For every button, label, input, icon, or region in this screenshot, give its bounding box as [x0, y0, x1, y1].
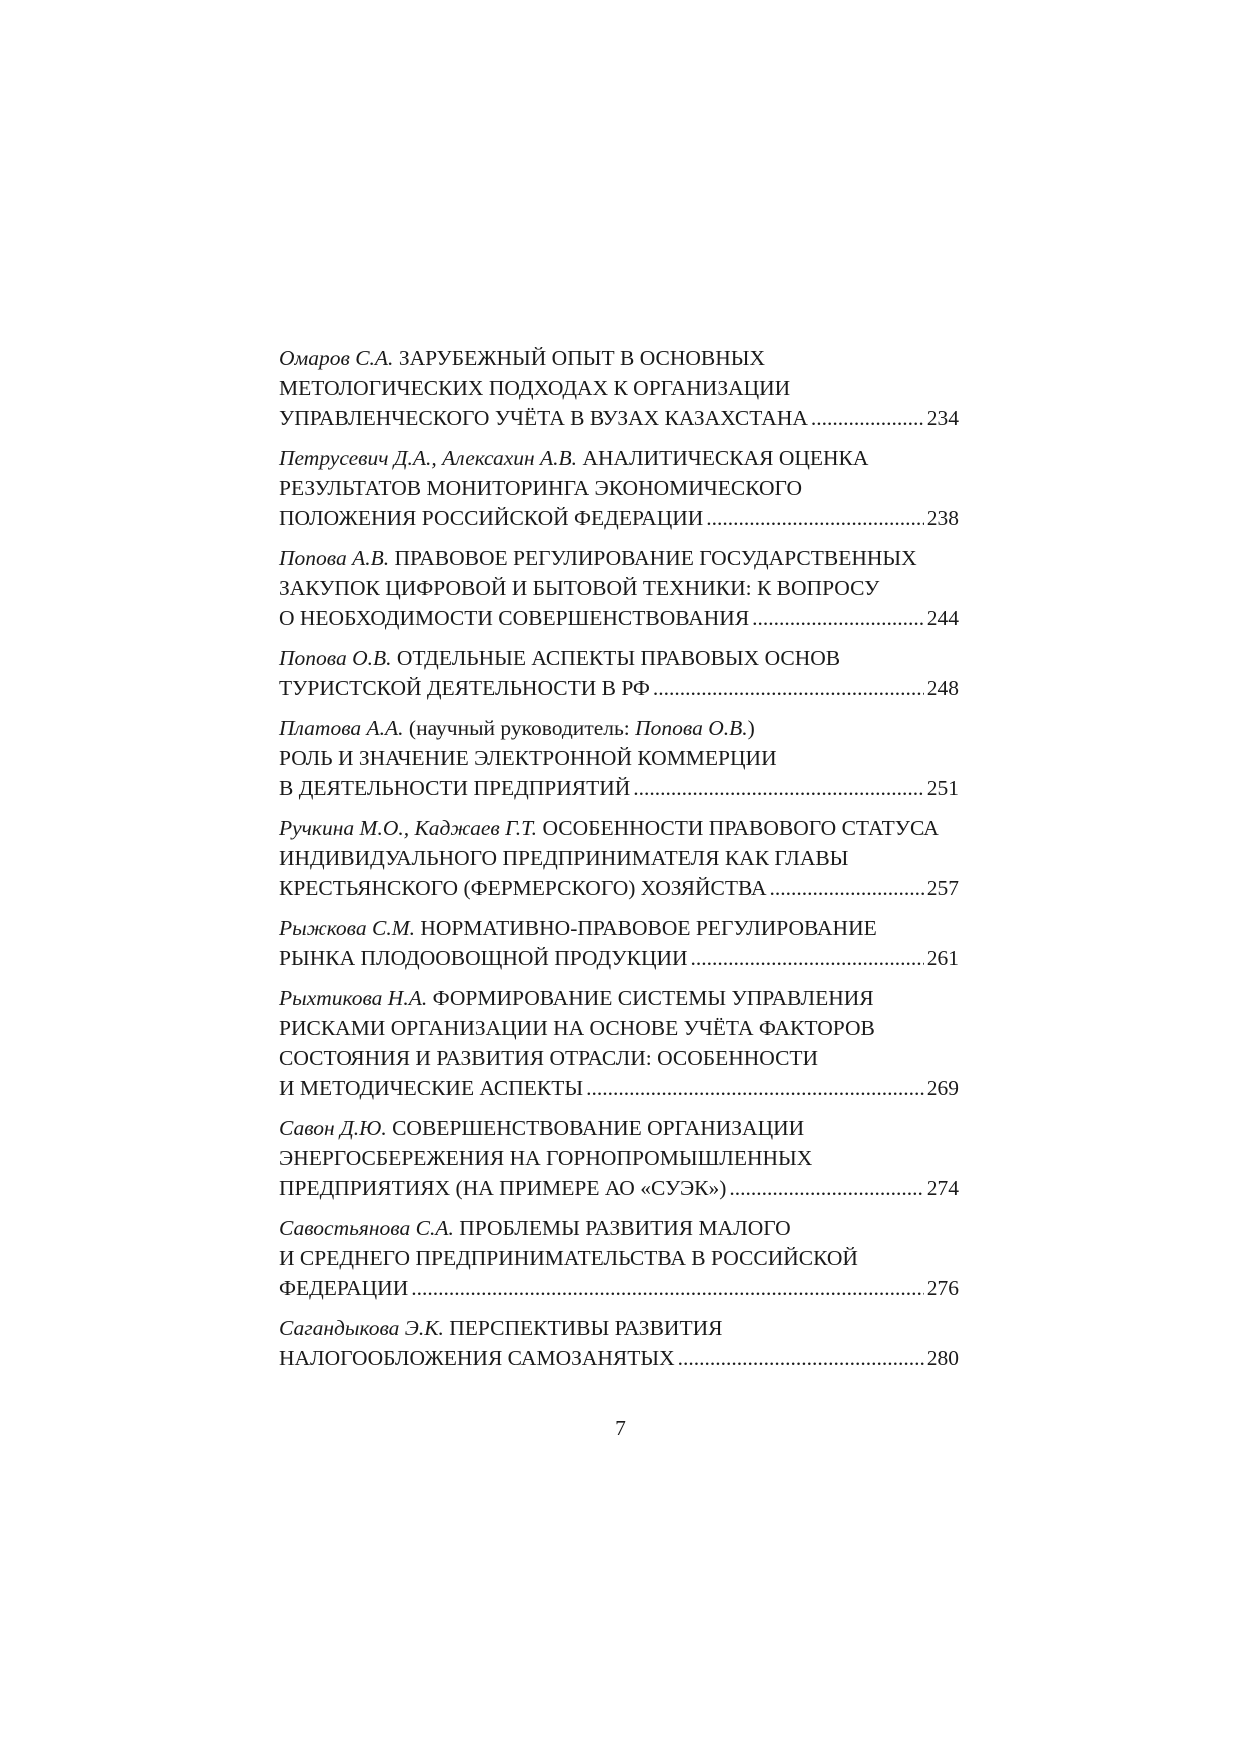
toc-title-text: УПРАВЛЕНЧЕСКОГО УЧЁТА В ВУЗАХ КАЗАХСТАНА	[279, 406, 808, 430]
toc-last-line	[279, 603, 959, 633]
toc-author: Ручкина М.О., Каджаев Г.Т.	[279, 816, 538, 840]
toc-title-text: РЫНКА ПЛОДООВОЩНОЙ ПРОДУКЦИИ	[279, 946, 688, 970]
toc-entry	[279, 913, 959, 973]
toc-author: Омаров С.А.	[279, 346, 394, 370]
toc-last-line	[279, 503, 959, 533]
table-of-contents	[279, 343, 959, 1383]
toc-title-text: ПРОБЛЕМЫ РАЗВИТИЯ МАЛОГО	[459, 1216, 791, 1240]
dot-leader	[586, 1073, 924, 1103]
toc-page-number: 276	[926, 1276, 959, 1300]
page-number: 7	[615, 1416, 626, 1440]
toc-entry-line	[279, 813, 959, 843]
dot-leader	[811, 403, 924, 433]
supervisor-prefix: (научный руководитель:	[408, 716, 636, 740]
toc-title-text: ОСОБЕННОСТИ ПРАВОВОГО СТАТУСА	[542, 816, 939, 840]
toc-title-text: ФЕДЕРАЦИИ	[279, 1276, 409, 1300]
toc-entry	[279, 1113, 959, 1203]
dot-leader	[411, 1273, 924, 1303]
toc-title-text: О НЕОБХОДИМОСТИ СОВЕРШЕНСТВОВАНИЯ	[279, 606, 750, 630]
toc-last-line	[279, 1273, 959, 1303]
toc-last-line	[279, 1343, 959, 1373]
toc-title-line: РИСКАМИ ОРГАНИЗАЦИИ НА ОСНОВЕ УЧЁТА ФАКТОРОВ	[279, 1016, 875, 1040]
toc-entry-line	[279, 713, 959, 743]
toc-entry-line	[279, 543, 959, 573]
toc-entry	[279, 543, 959, 633]
toc-page-number: 238	[926, 506, 959, 530]
toc-page-number: 261	[926, 946, 959, 970]
toc-title-line: МЕТОЛОГИЧЕСКИХ ПОДХОДАХ К ОРГАНИЗАЦИИ	[279, 376, 791, 400]
toc-entry	[279, 813, 959, 903]
toc-title-line: ЗАКУПОК ЦИФРОВОЙ И БЫТОВОЙ ТЕХНИКИ: К ВОПРОСУ	[279, 576, 880, 600]
toc-entry-line	[279, 1313, 959, 1343]
dot-leader	[678, 1343, 924, 1373]
toc-title-text: ПРАВОВОЕ РЕГУЛИРОВАНИЕ ГОСУДАРСТВЕННЫХ	[394, 546, 917, 570]
toc-page-number: 251	[926, 776, 959, 800]
toc-entry	[279, 343, 959, 433]
toc-author: Рыжкова С.М.	[279, 916, 415, 940]
toc-entry	[279, 713, 959, 803]
toc-title-text: НАЛОГООБЛОЖЕНИЯ САМОЗАНЯТЫХ	[279, 1346, 675, 1370]
toc-page-number: 280	[926, 1346, 959, 1370]
toc-title-text: ФОРМИРОВАНИЕ СИСТЕМЫ УПРАВЛЕНИЯ	[432, 986, 874, 1010]
toc-page-number: 244	[926, 606, 959, 630]
toc-title-line: ИНДИВИДУАЛЬНОГО ПРЕДПРИНИМАТЕЛЯ КАК ГЛАВЫ	[279, 846, 849, 870]
dot-leader	[633, 773, 923, 803]
toc-page-number: 248	[926, 676, 959, 700]
toc-last-line	[279, 943, 959, 973]
toc-title-text: ПОЛОЖЕНИЯ РОССИЙСКОЙ ФЕДЕРАЦИИ	[279, 506, 704, 530]
dot-leader	[770, 873, 924, 903]
supervisor-suffix: )	[747, 716, 755, 740]
toc-title-text: НОРМАТИВНО-ПРАВОВОЕ РЕГУЛИРОВАНИЕ	[420, 916, 877, 940]
toc-title-line: ЭНЕРГОСБЕРЕЖЕНИЯ НА ГОРНОПРОМЫШЛЕННЫХ	[279, 1146, 813, 1170]
toc-title-text: ПРЕДПРИЯТИЯХ (НА ПРИМЕРЕ АО «СУЭК»)	[279, 1176, 727, 1200]
dot-leader	[653, 673, 924, 703]
toc-page-number: 274	[926, 1176, 959, 1200]
toc-title-text: ОТДЕЛЬНЫЕ АСПЕКТЫ ПРАВОВЫХ ОСНОВ	[396, 646, 841, 670]
toc-page-number: 257	[926, 876, 959, 900]
toc-entry	[279, 643, 959, 703]
toc-entry-line	[279, 443, 959, 473]
toc-author: Савостьянова С.А.	[279, 1216, 454, 1240]
dot-leader	[706, 503, 923, 533]
toc-entry-line	[279, 1113, 959, 1143]
toc-page-number: 269	[926, 1076, 959, 1100]
dot-leader	[729, 1173, 923, 1203]
toc-title-line: РЕЗУЛЬТАТОВ МОНИТОРИНГА ЭКОНОМИЧЕСКОГО	[279, 476, 802, 500]
toc-author: Попова А.В.	[279, 546, 390, 570]
toc-entry-line	[279, 913, 959, 943]
toc-entry	[279, 983, 959, 1103]
toc-author: Сагандыкова Э.К.	[279, 1316, 444, 1340]
toc-title-text: В ДЕЯТЕЛЬНОСТИ ПРЕДПРИЯТИЙ	[279, 776, 631, 800]
toc-entry-line	[279, 343, 959, 373]
toc-author: Петрусевич Д.А., Алексахин А.В.	[279, 446, 578, 470]
dot-leader	[752, 603, 924, 633]
dot-leader	[691, 943, 924, 973]
toc-last-line	[279, 873, 959, 903]
toc-title-text: АНАЛИТИЧЕСКАЯ ОЦЕНКА	[582, 446, 869, 470]
toc-last-line	[279, 773, 959, 803]
toc-author: Попова О.В.	[279, 646, 392, 670]
toc-entry	[279, 1313, 959, 1373]
toc-entry	[279, 443, 959, 533]
toc-entry-line	[279, 643, 959, 673]
toc-title-text: ЗАРУБЕЖНЫЙ ОПЫТ В ОСНОВНЫХ	[398, 346, 766, 370]
toc-last-line	[279, 403, 959, 433]
toc-last-line	[279, 673, 959, 703]
toc-author: Савон Д.Ю.	[279, 1116, 387, 1140]
toc-last-line	[279, 1073, 959, 1103]
toc-entry	[279, 1213, 959, 1303]
toc-title-line: СОСТОЯНИЯ И РАЗВИТИЯ ОТРАСЛИ: ОСОБЕННОСТИ	[279, 1046, 819, 1070]
toc-page-number: 234	[926, 406, 959, 430]
toc-title-text: ПЕРСПЕКТИВЫ РАЗВИТИЯ	[449, 1316, 723, 1340]
toc-author: Платова А.А.	[279, 716, 404, 740]
supervisor-name: Попова О.В.	[635, 716, 748, 740]
toc-last-line	[279, 1173, 959, 1203]
toc-entry-line	[279, 1213, 959, 1243]
toc-title-line: РОЛЬ И ЗНАЧЕНИЕ ЭЛЕКТРОННОЙ КОММЕРЦИИ	[279, 746, 777, 770]
toc-title-text: И МЕТОДИЧЕСКИЕ АСПЕКТЫ	[279, 1076, 584, 1100]
toc-title-text: ТУРИСТСКОЙ ДЕЯТЕЛЬНОСТИ В РФ	[279, 676, 650, 700]
toc-title-text: СОВЕРШЕНСТВОВАНИЕ ОРГАНИЗАЦИИ	[392, 1116, 805, 1140]
toc-title-line: И СРЕДНЕГО ПРЕДПРИНИМАТЕЛЬСТВА В РОССИЙСКОЙ	[279, 1246, 858, 1270]
toc-title-text: КРЕСТЬЯНСКОГО (ФЕРМЕРСКОГО) ХОЗЯЙСТВА	[279, 876, 767, 900]
toc-author: Рыхтикова Н.А.	[279, 986, 428, 1010]
toc-entry-line	[279, 983, 959, 1013]
